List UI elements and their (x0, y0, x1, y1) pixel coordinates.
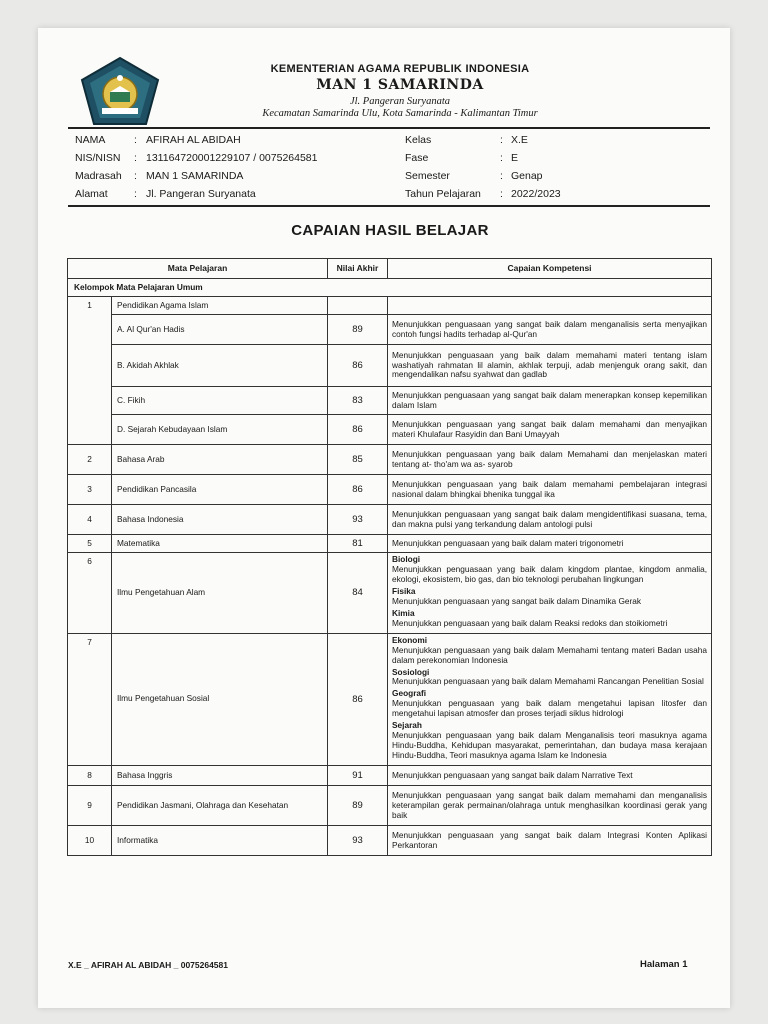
alamat-label: Alamat (75, 188, 108, 200)
page-number: Halaman 1 (640, 959, 688, 970)
competency-desc (388, 553, 712, 634)
grade-value: 89 (328, 315, 388, 345)
colon: : (500, 188, 503, 200)
table-row (68, 633, 712, 765)
madrasah-value: MAN 1 SAMARINDA (146, 170, 244, 182)
tahun-label: Tahun Pelajaran (405, 188, 481, 200)
table-row (68, 315, 712, 345)
subject-name: Matematika (112, 535, 328, 553)
subject-name: Pendidikan Agama Islam (112, 297, 328, 315)
table-row (68, 345, 712, 387)
subsubject-title: Sosiologi (392, 666, 430, 677)
grade-value: 81 (328, 535, 388, 553)
table-row (68, 415, 712, 445)
competency-desc: Menunjukkan penguasaan yang sangat baik dalam menganalisis serta menyajikan contoh fungsi hadits terhadap al-Qur'an (388, 315, 712, 345)
competency-desc: Menunjukkan penguasaan yang baik dalam memahami pembelajaran integrasi nasional dalam bhingkai bhenika tunggal ika (388, 475, 712, 505)
subject-name: A. Al Qur'an Hadis (112, 315, 328, 345)
subsubject-title: Ekonomi (392, 634, 428, 645)
competency-desc: Menunjukkan penguasaan yang sangat baik dalam menerapkan konsep kepemilikan dalam Islam (388, 387, 712, 415)
grade-value: 83 (328, 387, 388, 415)
subsubject-title: Fisika (392, 585, 416, 596)
subject-name: C. Fikih (112, 387, 328, 415)
colon: : (500, 170, 503, 182)
school-street: Jl. Pangeran Suryanata (349, 96, 451, 107)
nama-value: AFIRAH AL ABIDAH (146, 134, 241, 146)
table-row (68, 553, 712, 634)
desc-cell (388, 297, 712, 315)
subject-name: D. Sejarah Kebudayaan Islam (112, 415, 328, 445)
row-number: 6 (68, 553, 112, 634)
competency-desc: Menunjukkan penguasaan yang sangat baik dalam memahami dan menyajikan materi Khulafaur Rasyidin dan Bani Umayyah (388, 415, 712, 445)
nisn-value: 131164720001229107 / 0075264581 (146, 152, 318, 164)
competency-desc: Menunjukkan penguasaan yang baik dalam memahami materi tentang islam washatiyah rahmatan lil alamin, akhlak terpuji, adab menjenguk orang sakit, dan mengendalikan nafsu syahwat dan gadlab (388, 345, 712, 387)
subject-name: Ilmu Pengetahuan Alam (112, 553, 328, 634)
colon: : (134, 170, 137, 182)
grade-value: 86 (328, 475, 388, 505)
competency-desc: Menunjukkan penguasaan yang sangat baik dalam memahami dan menganalisis keterampilan gerak permainan/olahraga untuk menghasilkan koordinasi gerak yang baik (388, 786, 712, 826)
table-row (68, 826, 712, 856)
row-number: 7 (68, 633, 112, 765)
nama-label: NAMA (75, 134, 106, 146)
colon: : (134, 188, 137, 200)
col-header-grade: Nilai Akhir (328, 259, 388, 279)
table-row (68, 535, 712, 553)
table-row (68, 505, 712, 535)
nisn-label: NIS/NISN (75, 152, 121, 164)
madrasah-label: Madrasah (75, 170, 122, 182)
table-row (68, 766, 712, 786)
grade-value: 89 (328, 786, 388, 826)
subject-name: Informatika (112, 826, 328, 856)
fase-label: Fase (405, 152, 429, 164)
table-row (68, 786, 712, 826)
semester-value: Genap (511, 170, 543, 182)
table-row (68, 475, 712, 505)
table-header-row (68, 259, 712, 279)
alamat-value: Jl. Pangeran Suryanata (146, 188, 256, 200)
letterhead (0, 0, 768, 130)
subject-name: Bahasa Inggris (112, 766, 328, 786)
subject-name: Pendidikan Pancasila (112, 475, 328, 505)
header-divider (68, 127, 710, 129)
subsubject-desc: Menunjukkan penguasaan yang baik dalam Memahami tentang materi Badan usaha dalam perekonomian Indonesia (392, 644, 707, 665)
group-label: Kelompok Mata Pelajaran Umum (68, 279, 712, 297)
colon: : (500, 152, 503, 164)
school-name: MAN 1 SAMARINDA (316, 77, 484, 93)
fase-value: E (511, 152, 519, 164)
footer-student-id: X.E _ AFIRAH AL ABIDAH _ 0075264581 (68, 960, 228, 970)
subsubject-title: Geografi (392, 688, 427, 699)
subject-name: Bahasa Indonesia (112, 505, 328, 535)
subsubject-title: Kimia (392, 607, 415, 618)
row-number: 2 (68, 445, 112, 475)
row-number: 3 (68, 475, 112, 505)
semester-label: Semester (405, 170, 450, 182)
grade-cell (328, 297, 388, 315)
colon: : (500, 134, 503, 146)
ministry-name: KEMENTERIAN AGAMA REPUBLIK INDONESIA (270, 63, 530, 75)
colon: : (134, 152, 137, 164)
subsubject-title: Biologi (392, 554, 421, 564)
grades-table (67, 258, 712, 856)
subsubject-desc: Menunjukkan penguasaan yang baik dalam Reaksi redoks dan stoikiometri (392, 617, 668, 628)
kelas-label: Kelas (405, 134, 432, 146)
grade-value: 93 (328, 505, 388, 535)
competency-desc: Menunjukkan penguasaan yang baik dalam materi trigonometri (388, 535, 712, 553)
col-header-desc: Capaian Kompetensi (388, 259, 712, 279)
school-area: Kecamatan Samarinda Ulu, Kota Samarinda - Kalimantan Timur (262, 108, 538, 119)
ministry-emblem-icon (80, 56, 160, 126)
subsubject-title: Sejarah (392, 720, 422, 731)
row-number: 4 (68, 505, 112, 535)
group-row (68, 279, 712, 297)
subject-name: B. Akidah Akhlak (112, 345, 328, 387)
subsubject-desc: Menunjukkan penguasaan yang baik dalam mengetahui lapisan litosfer dan mengetahui lapisan atmosfer dan proses terjadi siklus hidrologi (392, 698, 707, 719)
subsubject-desc: Menunjukkan penguasaan yang baik dalam Memahami Rancangan Penelitian Sosial (392, 676, 704, 687)
row-number: 5 (68, 535, 112, 553)
kelas-value: X.E (511, 134, 528, 146)
grade-value: 91 (328, 766, 388, 786)
grade-value: 86 (328, 415, 388, 445)
colon: : (134, 134, 137, 146)
competency-desc: Menunjukkan penguasaan yang sangat baik dalam Narrative Text (388, 766, 712, 786)
subsubject-desc: Menunjukkan penguasaan yang baik dalam Menganalisis teori masuknya agama Hindu-Buddha, Kehidupan masyarakat, pemerintahan, dan budaya masa kerajaan Hindu-Buddha, Teori masuknya agama Islam ke Indonesia (392, 730, 707, 761)
grade-value: 84 (328, 553, 388, 634)
subject-name: Bahasa Arab (112, 445, 328, 475)
subsubject-desc: Menunjukkan penguasaan yang baik dalam kingdom plantae, kingdom anmalia, ekologi, ekosistem, bio gas, dan bio teknologi perubahan lingkungan (392, 563, 707, 584)
grade-value: 93 (328, 826, 388, 856)
competency-desc (388, 633, 712, 765)
table-row (68, 387, 712, 415)
row-number: 10 (68, 826, 112, 856)
page-title: CAPAIAN HASIL BELAJAR (291, 222, 489, 239)
subject-name: Pendidikan Jasmani, Olahraga dan Kesehatan (112, 786, 328, 826)
tahun-value: 2022/2023 (511, 188, 561, 200)
competency-desc: Menunjukkan penguasaan yang sangat baik dalam mengidentifikasi suasana, tema, dan makna pulsi yang terkandung dalam antologi pulsi (388, 505, 712, 535)
subsubject-desc: Menunjukkan penguasaan yang sangat baik dalam Dinamika Gerak (392, 595, 642, 606)
subject-name: Ilmu Pengetahuan Sosial (112, 633, 328, 765)
grade-value: 86 (328, 345, 388, 387)
table-row (68, 297, 712, 315)
col-header-subject: Mata Pelajaran (68, 259, 328, 279)
competency-desc: Menunjukkan penguasaan yang sangat baik dalam Integrasi Konten Aplikasi Perkantoran (388, 826, 712, 856)
row-number: 1 (68, 297, 112, 445)
row-number: 8 (68, 766, 112, 786)
info-divider (68, 205, 710, 207)
grade-value: 85 (328, 445, 388, 475)
competency-desc: Menunjukkan penguasaan yang baik dalam Memahami dan menjelaskan materi tentang at- tho'am wa as- syarob (388, 445, 712, 475)
row-number: 9 (68, 786, 112, 826)
table-row (68, 445, 712, 475)
grade-value: 86 (328, 633, 388, 765)
